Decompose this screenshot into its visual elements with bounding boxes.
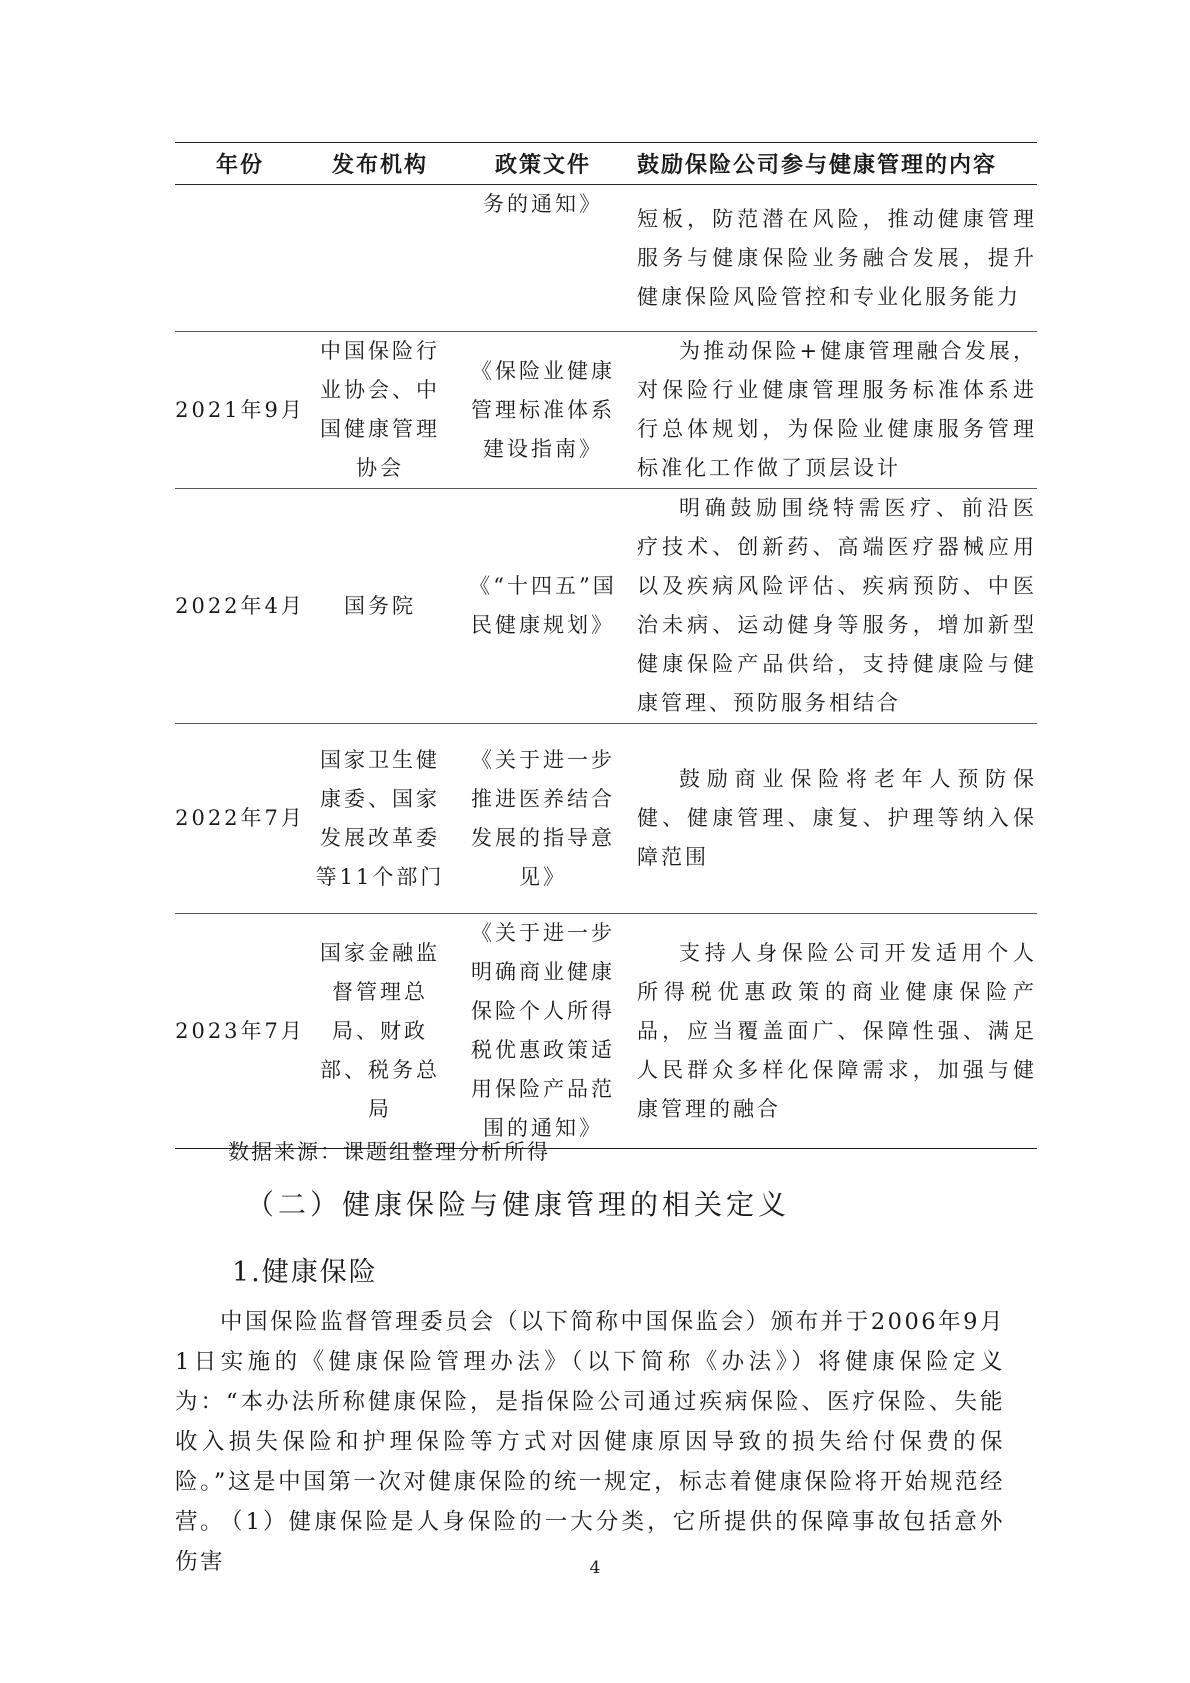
header-document: 政策文件 (494, 153, 591, 178)
header-year: 年份 (215, 153, 264, 178)
body-paragraph: 中国保险监督管理委员会（以下简称中国保监会）颁布并于2006年9月1日实施的《健康保险管理办法》（以下简称《办法》）将健康保险定义为：“本办法所称健康保险，是指保险公司通过疾病保险、医疗保险、失能收入损失保险和护理保险等方式对因健康原因导致的损失给付保费的保险。”这是中国第一次对健康保险的统一规定，标志着健康保险将开始规范经营。 (175, 1309, 1005, 1535)
cell-document: 《关于进一步明确商业健康保险个人所得税优惠政策适用保险产品范围的通知》 (471, 921, 615, 1140)
cell-content-text: 鼓励商业保险将老年人预防保健、健康管理、康复、护理等纳入保障范围 (637, 767, 1037, 869)
cell-content (631, 185, 1037, 332)
table-row (175, 332, 1037, 489)
cell-year (175, 185, 305, 332)
cell-document (455, 185, 631, 332)
cell-content-text: 支持人身保险公司开发适用个人所得税优惠政策的商业健康保险产品，应当覆盖面广、保障性强、满足人民群众多样化保障需求，加强与健康管理的融合 (637, 940, 1037, 1121)
cell-document: 《“十四五”国民健康规划》 (469, 574, 617, 637)
cell-document: 《保险业健康管理标准体系建设指南》 (471, 358, 615, 461)
cell-content (631, 332, 1037, 489)
cell-content-text: 为推动保险+健康管理融合发展，对保险行业健康管理服务标准体系进行总体规划，为保险业健康服务管理标准化工作做了顶层设计 (637, 339, 1037, 480)
cell-org: 国家金融监督管理总局、财政部、税务总局 (320, 940, 440, 1121)
sub-heading: 1.健康保险 (232, 1257, 378, 1288)
cell-content-text: 短板，防范潜在风险，推动健康管理服务与健康保险业务融合发展，提升健康保险风险管控和专业化服务能力 (637, 206, 1037, 309)
table-row (175, 914, 1037, 1149)
cell-year: 2021年9月 (175, 397, 305, 422)
policy-table (175, 142, 1037, 1149)
table-row (175, 489, 1037, 724)
header-org: 发布机构 (331, 153, 428, 178)
cell-document: 《关于进一步推进医养结合发展的指导意见》 (471, 747, 615, 889)
cell-org: 国务院 (344, 593, 416, 618)
body-paragraph: （1）健康保险是人身保险的一大分类，它所提供的保障事故包括意外伤害 (175, 1509, 1005, 1575)
table-header-row (175, 143, 1037, 185)
cell-content (631, 724, 1037, 914)
cell-org: 中国保险行业协会、中国健康管理协会 (320, 339, 440, 480)
header-content: 鼓励保险公司参与健康管理的内容 (637, 153, 998, 178)
page-number: 4 (589, 1558, 601, 1578)
section-heading: （二）健康保险与健康管理的相关定义 (246, 1188, 791, 1221)
cell-org: 国家卫生健康委、国家发展改革委等11个部门 (315, 747, 445, 889)
cell-content (631, 914, 1037, 1149)
cell-document-text: 务的通知》 (483, 192, 603, 216)
source-note: 数据来源：课题组整理分析所得 (228, 1140, 550, 1164)
cell-org (305, 185, 455, 332)
table-row (175, 185, 1037, 332)
cell-content (631, 489, 1037, 724)
cell-year: 2022年4月 (175, 593, 305, 618)
table-row (175, 724, 1037, 914)
cell-year: 2022年7月 (175, 806, 305, 830)
cell-content-text: 明确鼓励围绕特需医疗、前沿医疗技术、创新药、高端医疗器械应用以及疾病风险评估、疾病预防、中医治未病、运动健身等服务，增加新型健康保险产品供给，支持健康险与健康管理、预防服务相结合 (637, 496, 1037, 715)
cell-year: 2023年7月 (175, 1018, 305, 1043)
